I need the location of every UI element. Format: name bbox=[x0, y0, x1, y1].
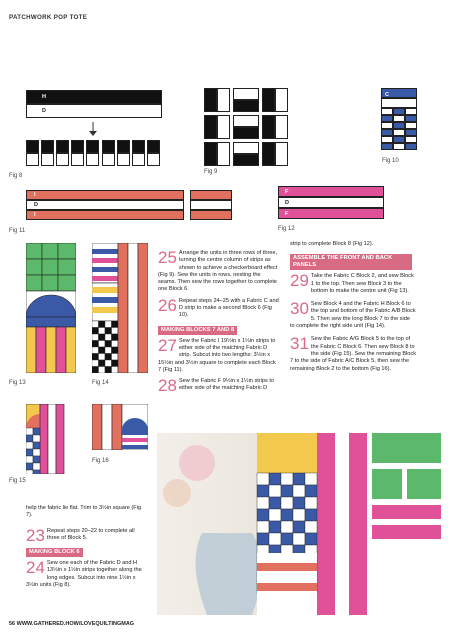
fig15-check-cell bbox=[33, 470, 40, 474]
fig14-check-cell bbox=[92, 367, 99, 374]
fig14-check-cell bbox=[92, 321, 99, 328]
fig8-unit-bottom bbox=[102, 153, 115, 166]
fig14-check-cell bbox=[92, 347, 99, 354]
fig8-label-d: D bbox=[42, 108, 46, 114]
fig15-check-cell bbox=[26, 428, 33, 435]
page-footer: 56 WWW.GATHERED.HOW/LOVEQUILTINGMAG bbox=[9, 621, 135, 627]
fig14-check-cell bbox=[92, 360, 99, 367]
fig9-checkerboard bbox=[204, 88, 288, 166]
fig15-check-cell bbox=[33, 435, 40, 442]
fig8-unit-top bbox=[56, 140, 69, 153]
step-text: Repeat steps 20–22 to complete all three of Block 5. bbox=[46, 527, 135, 541]
fig10-label-c: C bbox=[385, 92, 389, 98]
fig15-check-cell bbox=[26, 463, 33, 470]
photo-check-cell bbox=[293, 473, 305, 485]
photo-check-cell bbox=[305, 533, 317, 545]
section-heading: ASSEMBLE THE FRONT AND BACK PANELS bbox=[290, 254, 412, 270]
arrow-down-icon bbox=[88, 122, 98, 136]
fig14-check-cell bbox=[112, 354, 119, 361]
fig8-unit-bottom bbox=[56, 153, 69, 166]
fig14-check-cell bbox=[99, 334, 106, 341]
step-29 bbox=[290, 273, 416, 295]
text-column-right bbox=[290, 241, 416, 377]
fig11-strip-d bbox=[26, 200, 184, 210]
photo-check-cell bbox=[305, 473, 317, 485]
step-text: Sew one each of the Fabric D and H 13½in x 1½in strips together along the long edges. Subcut into nine 1½in x 3½in units (Fig 8). bbox=[26, 560, 142, 589]
fig8-unit-top bbox=[147, 140, 160, 153]
fig12-label-d: D bbox=[285, 200, 289, 206]
step-number: 23 bbox=[26, 525, 45, 545]
fig10-cell bbox=[405, 136, 417, 143]
fig15-check-cell bbox=[26, 442, 33, 449]
fig10-cell bbox=[393, 122, 405, 129]
fig15-check-cell bbox=[33, 442, 40, 449]
fig8-unit-top bbox=[117, 140, 130, 153]
fig14-check-cell bbox=[92, 341, 99, 348]
fig9-cell bbox=[217, 88, 230, 112]
text-column-middle bbox=[158, 250, 280, 397]
fig14-check-cell bbox=[99, 341, 106, 348]
fig14-check-cell bbox=[99, 347, 106, 354]
fig10-cell bbox=[381, 143, 393, 150]
fig14-check-cell bbox=[105, 334, 112, 341]
fig10-cell bbox=[381, 122, 393, 129]
fig9-cell bbox=[204, 142, 217, 166]
fig10-cell bbox=[393, 136, 405, 143]
fig14-check-cell bbox=[105, 328, 112, 335]
fig13-unit bbox=[26, 243, 76, 373]
fig11-square-bottom bbox=[190, 210, 232, 220]
fig12-label-f-bottom: F bbox=[285, 211, 289, 217]
fig8-strip-h bbox=[26, 90, 162, 104]
fig8-unit-bottom bbox=[26, 153, 39, 166]
fig11-square-top bbox=[190, 190, 232, 200]
photo-check-cell bbox=[269, 521, 281, 533]
photo-check-cell bbox=[293, 533, 305, 545]
photo-check-cell bbox=[269, 533, 281, 545]
step-number: 27 bbox=[158, 335, 177, 355]
fig15-unit bbox=[26, 404, 76, 474]
photo-check-cell bbox=[257, 509, 269, 521]
fig10-cell bbox=[405, 129, 417, 136]
step-number: 29 bbox=[290, 271, 309, 291]
step-number: 31 bbox=[290, 334, 309, 354]
fig10-cell bbox=[405, 115, 417, 122]
fig14-check-cell bbox=[112, 334, 119, 341]
photo-check-cell bbox=[257, 497, 269, 509]
fig10-cell bbox=[405, 108, 417, 115]
fig14-check-cell bbox=[99, 328, 106, 335]
step-23 bbox=[26, 525, 148, 545]
fig10-cell bbox=[393, 115, 405, 122]
fig14-check-cell bbox=[99, 354, 106, 361]
fig8-unit-top bbox=[26, 140, 39, 153]
fig14-caption: Fig 14 bbox=[92, 380, 109, 386]
fig14-check-cell bbox=[105, 360, 112, 367]
fig15-check-cell bbox=[26, 449, 33, 456]
fig14-check-cell bbox=[112, 321, 119, 328]
photo-check-cell bbox=[269, 473, 281, 485]
fig10-cell bbox=[381, 136, 393, 143]
fig9-cell bbox=[233, 100, 259, 112]
fig14-unit bbox=[92, 243, 148, 373]
fig8-unit-bottom bbox=[41, 153, 54, 166]
fig8-unit-top bbox=[71, 140, 84, 153]
fig9-cell bbox=[217, 142, 230, 166]
fig9-cell bbox=[204, 88, 217, 112]
fig9-cell bbox=[262, 142, 275, 166]
fig12-strip-d bbox=[278, 197, 384, 208]
fig14-check-cell bbox=[112, 347, 119, 354]
fig14-check-cell bbox=[112, 360, 119, 367]
fig10-cell bbox=[393, 129, 405, 136]
fig8-unit-bottom bbox=[86, 153, 99, 166]
fig14-check-cell bbox=[92, 328, 99, 335]
photo-check-cell bbox=[269, 485, 281, 497]
fig8-unit-bottom bbox=[117, 153, 130, 166]
fig8-caption: Fig 8 bbox=[9, 173, 23, 179]
fig15-check-cell bbox=[33, 463, 40, 470]
photo-check-cell bbox=[269, 509, 281, 521]
fig12-strip-f-top bbox=[278, 186, 384, 197]
fig14-check-cell bbox=[105, 347, 112, 354]
fig9-cell bbox=[233, 127, 259, 139]
fig10-cell bbox=[381, 129, 393, 136]
fig14-check-cell bbox=[105, 367, 112, 374]
step-text: Repeat steps 24–25 with a Fabric C and D strip to make a second Block 6 (Fig 10). bbox=[178, 297, 279, 319]
fig10-label-d: D bbox=[385, 102, 389, 108]
photo-check-cell bbox=[269, 497, 281, 509]
fig8-unit-top bbox=[102, 140, 115, 153]
step-text: Sew the Fabric A/G Block 5 to the top of the Fabric C Block 6. Then sew Block 8 to the side (Fig 15). Sew the remaining Block 7 to the side of Fabric A/C Block 5, then sew the remaining Block 2 to the bottom (Fig 16). bbox=[290, 336, 417, 372]
continued-text: help the fabric lie flat. Trim to 3½in square (Fig 7). bbox=[26, 505, 142, 519]
fig10-cell bbox=[405, 143, 417, 150]
fig14-check-cell bbox=[105, 321, 112, 328]
fig14-check-cell bbox=[99, 367, 106, 374]
fig8-unit-top bbox=[41, 140, 54, 153]
fig12-caption: Fig 12 bbox=[278, 226, 295, 232]
step-text: Sew the Fabric F 9½in x 1½in strips to either side of the matching Fabric D bbox=[178, 378, 275, 392]
photo-check-cell bbox=[281, 533, 293, 545]
photo-check-cell bbox=[293, 497, 305, 509]
fig16-unit bbox=[92, 404, 148, 450]
photo-check-cell bbox=[281, 509, 293, 521]
fig15-check-cell bbox=[33, 449, 40, 456]
step-number: 30 bbox=[290, 299, 309, 319]
fig11-label-i-top: I bbox=[34, 192, 36, 198]
fig10-cell bbox=[381, 108, 393, 115]
fig11-label-i-bottom: I bbox=[34, 212, 36, 218]
fig12-label-f-top: F bbox=[285, 189, 289, 195]
fig9-cell bbox=[217, 115, 230, 139]
step-number: 26 bbox=[158, 295, 177, 315]
step-text: Arrange the units in three rows of three, turning the centre column of strips as shown to achieve a checkerboard effect (Fig 9). Sew the units in rows, nesting the seams. Then sew the rows together to complete one Block 6. bbox=[158, 250, 278, 293]
fig9-cell bbox=[275, 115, 288, 139]
step-26 bbox=[158, 295, 280, 320]
fig14-check-cell bbox=[99, 321, 106, 328]
section-heading: MAKING BLOCKS 7 AND 8 bbox=[158, 326, 237, 335]
fig11-strip-i-top bbox=[26, 190, 184, 200]
fig9-cell bbox=[262, 88, 275, 112]
photo-check-cell bbox=[257, 485, 269, 497]
page-header: PATCHWORK POP TOTE bbox=[9, 14, 88, 21]
fig9-cell bbox=[233, 115, 259, 127]
photo-check-cell bbox=[293, 509, 305, 521]
fig8-unit-bottom bbox=[71, 153, 84, 166]
step-number: 25 bbox=[158, 248, 177, 267]
step-text: Sew Block 4 and the Fabric H Block 6 to the top and bottom of the Fabric A/B Block 5. Then sew the long Block 7 to the side to complete the right side unit (Fig 14). bbox=[290, 301, 416, 330]
fig11-label-d: D bbox=[34, 202, 38, 208]
fig15-check-cell bbox=[26, 470, 33, 474]
step-text: Sew the Fabric I 19½in x 1½in strips to either side of the matching Fabric D strip. Subcut into two lengths: 3½in x 15½in and 3½in square to complete each Block 7 (Fig 11). bbox=[158, 337, 276, 373]
photo-check-cell bbox=[281, 485, 293, 497]
fig9-cell bbox=[204, 115, 217, 139]
fig11-square-mid bbox=[190, 200, 232, 210]
step-28 bbox=[158, 376, 280, 396]
fig8-label-h: H bbox=[42, 94, 46, 100]
photo-check-cell bbox=[257, 521, 269, 533]
fig9-caption: Fig 9 bbox=[204, 169, 218, 175]
step-25 bbox=[158, 250, 280, 294]
fig14-check-cell bbox=[99, 360, 106, 367]
fig8-units bbox=[26, 140, 162, 166]
photo-check-cell bbox=[293, 521, 305, 533]
fig8-unit-bottom bbox=[132, 153, 145, 166]
fig14-check-cell bbox=[105, 341, 112, 348]
fig9-cell bbox=[262, 115, 275, 139]
fig14-check-cell bbox=[112, 328, 119, 335]
photo-check-cell bbox=[305, 485, 317, 497]
fig9-cell bbox=[233, 88, 259, 100]
fig15-check-cell bbox=[33, 456, 40, 463]
fig15-caption: Fig 15 bbox=[9, 478, 26, 484]
step-number: 24 bbox=[26, 558, 45, 578]
fig16-caption: Fig 16 bbox=[92, 458, 109, 464]
photo-check-cell bbox=[281, 521, 293, 533]
fig10-caption: Fig 10 bbox=[382, 158, 399, 164]
fig14-check-cell bbox=[92, 334, 99, 341]
fig15-check-cell bbox=[26, 435, 33, 442]
fig12-strip-f-bottom bbox=[278, 208, 384, 219]
fig8-unit-bottom bbox=[147, 153, 160, 166]
step-text: Take the Fabric C Block 2, and sew Block 1 to the top. Then sew Block 3 to the bottom to make the centre unit (Fig 13). bbox=[310, 273, 414, 294]
photo-check-cell bbox=[305, 509, 317, 521]
photo-check-cell bbox=[281, 497, 293, 509]
photo-check-cell bbox=[305, 521, 317, 533]
quilt-photo bbox=[157, 433, 441, 615]
fig9-cell bbox=[275, 142, 288, 166]
fig11-caption: Fig 11 bbox=[9, 228, 26, 234]
fig14-check-cell bbox=[112, 341, 119, 348]
fig9-cell bbox=[233, 142, 259, 154]
photo-check-cell bbox=[305, 497, 317, 509]
fig10-cell bbox=[393, 143, 405, 150]
fig8-unit-top bbox=[132, 140, 145, 153]
photo-check-cell bbox=[257, 533, 269, 545]
fig14-check-cell bbox=[112, 367, 119, 374]
step-24 bbox=[26, 560, 148, 589]
continued-text: strip to complete Block 8 (Fig 12). bbox=[290, 241, 374, 247]
text-column-left bbox=[26, 505, 148, 593]
fig8-unit-top bbox=[86, 140, 99, 153]
step-31 bbox=[290, 336, 416, 372]
fig14-check-cell bbox=[105, 354, 112, 361]
fig15-check-cell bbox=[33, 428, 40, 435]
fig10-cell bbox=[405, 122, 417, 129]
fig15-check-cell bbox=[26, 456, 33, 463]
photo-check-cell bbox=[257, 473, 269, 485]
fig9-cell bbox=[233, 154, 259, 166]
step-30 bbox=[290, 301, 416, 330]
section-heading: MAKING BLOCK 6 bbox=[26, 548, 83, 557]
fig13-caption: Fig 13 bbox=[9, 380, 26, 386]
fig8-strip-d bbox=[26, 104, 162, 118]
fig9-cell bbox=[275, 88, 288, 112]
fig14-check-cell bbox=[92, 354, 99, 361]
photo-check-cell bbox=[281, 473, 293, 485]
step-27 bbox=[158, 335, 280, 374]
fig10-cell bbox=[381, 115, 393, 122]
fig11-strip-i-bottom bbox=[26, 210, 184, 220]
photo-check-cell bbox=[293, 485, 305, 497]
step-number: 28 bbox=[158, 376, 177, 396]
fig10-cell bbox=[393, 108, 405, 115]
